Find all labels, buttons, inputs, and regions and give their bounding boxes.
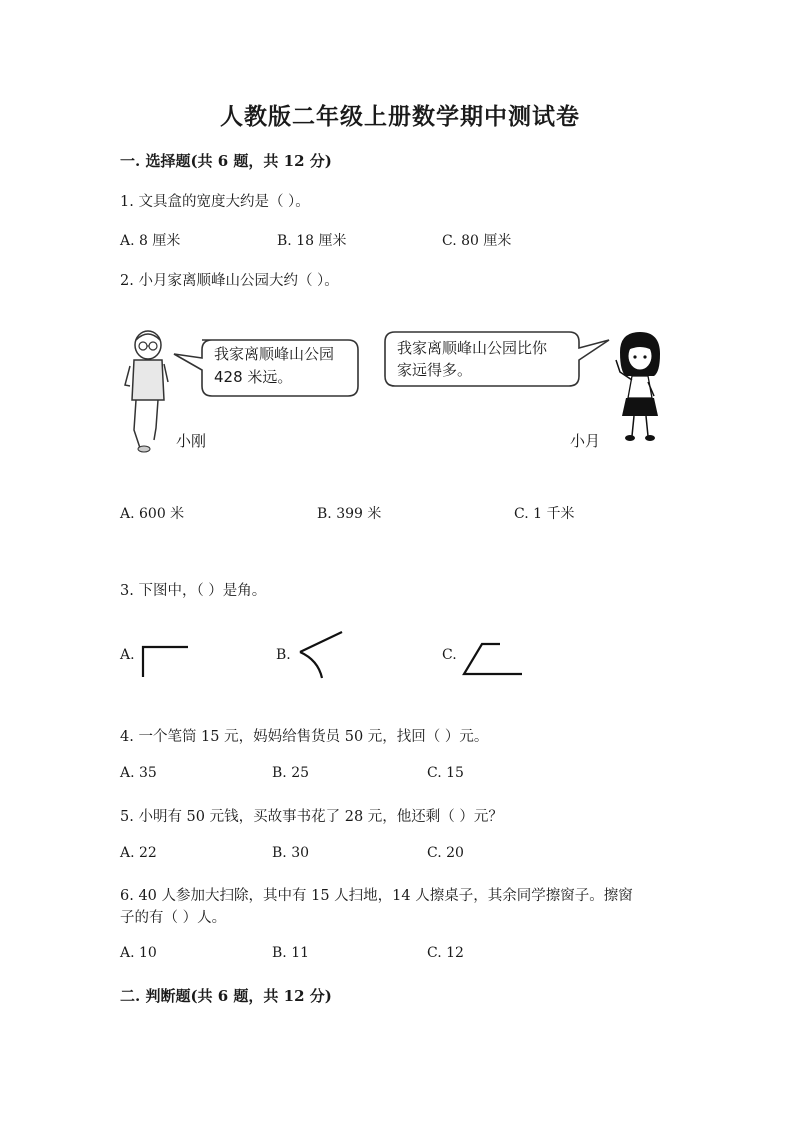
boy-bubble-line-2: 428 米远。: [214, 368, 293, 386]
q6-option-b[interactable]: B. 11: [272, 945, 310, 961]
q5-option-c[interactable]: C. 20: [427, 845, 464, 861]
q3-option-b[interactable]: B.: [276, 647, 291, 663]
girl-bubble-line-2: 家远得多。: [397, 361, 473, 379]
q3-figure-a-right-angle: [140, 645, 192, 679]
question-6-line-1: 6. 40 人参加大扫除，其中有 15 人扫地，14 人擦桌子，其余同学擦窗子。擦窗: [120, 888, 633, 904]
question-3: 3. 下图中，（ ）是角。: [120, 583, 267, 599]
section-heading-true-false: 二. 判断题(共 6 题，共 12 分): [120, 987, 332, 1005]
q2-option-a[interactable]: A. 600 米: [120, 506, 185, 522]
q1-option-c[interactable]: C. 80 厘米: [442, 233, 512, 249]
boy-bubble-line-1: 我家离顺峰山公园: [214, 345, 335, 363]
section-heading-multiple-choice: 一. 选择题(共 6 题，共 12 分): [120, 152, 332, 170]
q5-option-a[interactable]: A. 22: [120, 845, 157, 861]
question-6-line-2: 子的有（ ）人。: [120, 910, 227, 926]
q6-option-a[interactable]: A. 10: [120, 945, 157, 961]
q5-option-b[interactable]: B. 30: [272, 845, 310, 861]
q1-option-a[interactable]: A. 8 厘米: [120, 233, 181, 249]
q6-option-c[interactable]: C. 12: [427, 945, 464, 961]
q4-option-b[interactable]: B. 25: [272, 765, 310, 781]
boy-figure: [122, 330, 172, 455]
question-1: 1. 文具盒的宽度大约是（ ）。: [120, 194, 310, 210]
q4-option-a[interactable]: A. 35: [120, 765, 157, 781]
page-title: 人教版二年级上册数学期中测试卷: [220, 103, 580, 130]
q2-option-b[interactable]: B. 399 米: [317, 506, 382, 522]
question-5: 5. 小明有 50 元钱，买故事书花了 28 元，他还剩（ ）元？: [120, 809, 503, 825]
boy-name-label: 小刚: [176, 432, 207, 450]
girl-figure: [612, 332, 664, 444]
q4-option-c[interactable]: C. 15: [427, 765, 464, 781]
q3-figure-b-curved: [294, 630, 346, 680]
question-4: 4. 一个笔筒 15 元，妈妈给售货员 50 元，找回（ ）元。: [120, 729, 489, 745]
q1-option-b[interactable]: B. 18 厘米: [277, 233, 347, 249]
q2-option-c[interactable]: C. 1 千米: [514, 506, 575, 522]
question-2: 2. 小月家离顺峰山公园大约（ ）。: [120, 273, 339, 289]
girl-bubble-line-1: 我家离顺峰山公园比你: [397, 339, 548, 357]
q3-option-a[interactable]: A.: [120, 647, 135, 663]
q3-option-c[interactable]: C.: [442, 647, 457, 663]
girl-name-label: 小月: [570, 432, 601, 450]
q3-figure-c-broken-line: [460, 640, 526, 680]
